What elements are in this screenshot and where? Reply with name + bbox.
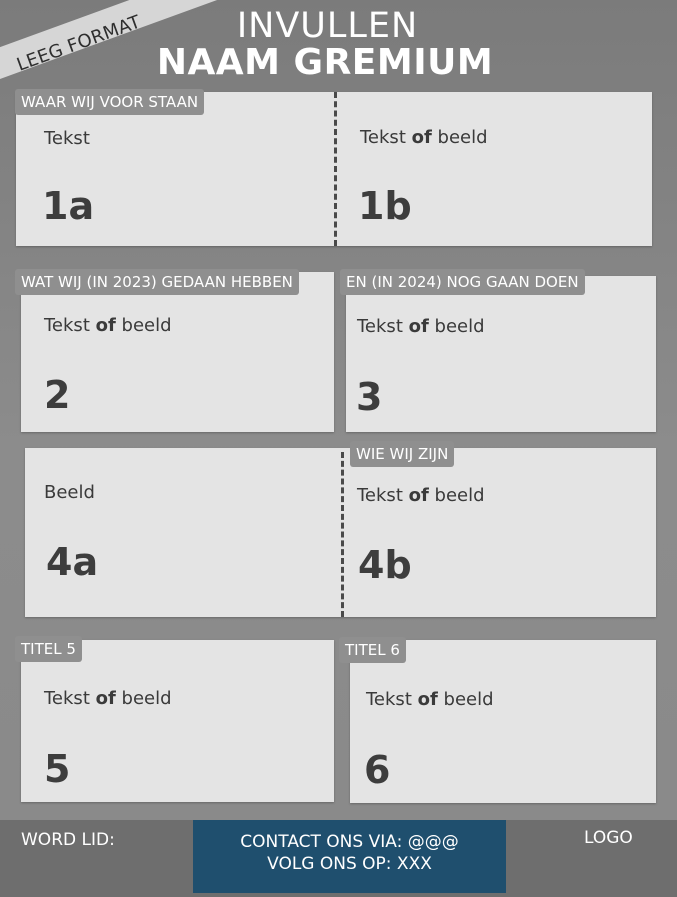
contact-line-2: VOLG ONS OP: XXX [267, 854, 432, 874]
header-title-line2: NAAM GREMIUM [156, 42, 494, 83]
footer-bar [0, 820, 677, 897]
contact-box [193, 820, 506, 893]
section-1a-number: 1a [42, 184, 95, 228]
section-1a-hint: Tekst [44, 128, 90, 149]
section-4-tag: WIE WIJ ZIJN [350, 441, 454, 467]
section-6-card [350, 640, 656, 803]
section-2-tag: WAT WIJ (IN 2023) GEDAAN HEBBEN [15, 269, 299, 295]
section-6-hint: Tekst of beeld [366, 689, 494, 710]
section-1-tag: WAAR WIJ VOOR STAAN [15, 89, 204, 115]
section-3-number: 3 [356, 375, 383, 419]
section-3-tag: EN (IN 2024) NOG GAAN DOEN [340, 269, 585, 295]
section-4a-hint: Beeld [44, 482, 95, 503]
ribbon-label: LEEG FORMAT [14, 11, 144, 76]
section-5-hint: Tekst of beeld [44, 688, 172, 709]
section-3-card [346, 276, 656, 432]
footer-join-label: WORD LID: [21, 830, 115, 850]
section-4b-hint: Tekst of beeld [357, 485, 485, 506]
section-2-hint: Tekst of beeld [44, 315, 172, 336]
section-5-tag: TITEL 5 [15, 636, 82, 662]
logo-placeholder: LOGO [584, 828, 633, 848]
section-6-tag: TITEL 6 [339, 637, 406, 663]
section-4b-number: 4b [358, 543, 412, 587]
section-1-divider [334, 92, 337, 246]
section-4-divider [341, 452, 344, 617]
header-title-line1: INVULLEN [236, 6, 419, 46]
section-3-hint: Tekst of beeld [357, 316, 485, 337]
contact-line-1: CONTACT ONS VIA: @@@ [240, 832, 459, 852]
section-4a-number: 4a [46, 540, 99, 584]
section-1b-number: 1b [358, 184, 412, 228]
section-2-number: 2 [44, 373, 71, 417]
section-5-number: 5 [44, 747, 71, 791]
section-1b-hint: Tekst of beeld [360, 127, 488, 148]
section-6-number: 6 [364, 748, 391, 792]
